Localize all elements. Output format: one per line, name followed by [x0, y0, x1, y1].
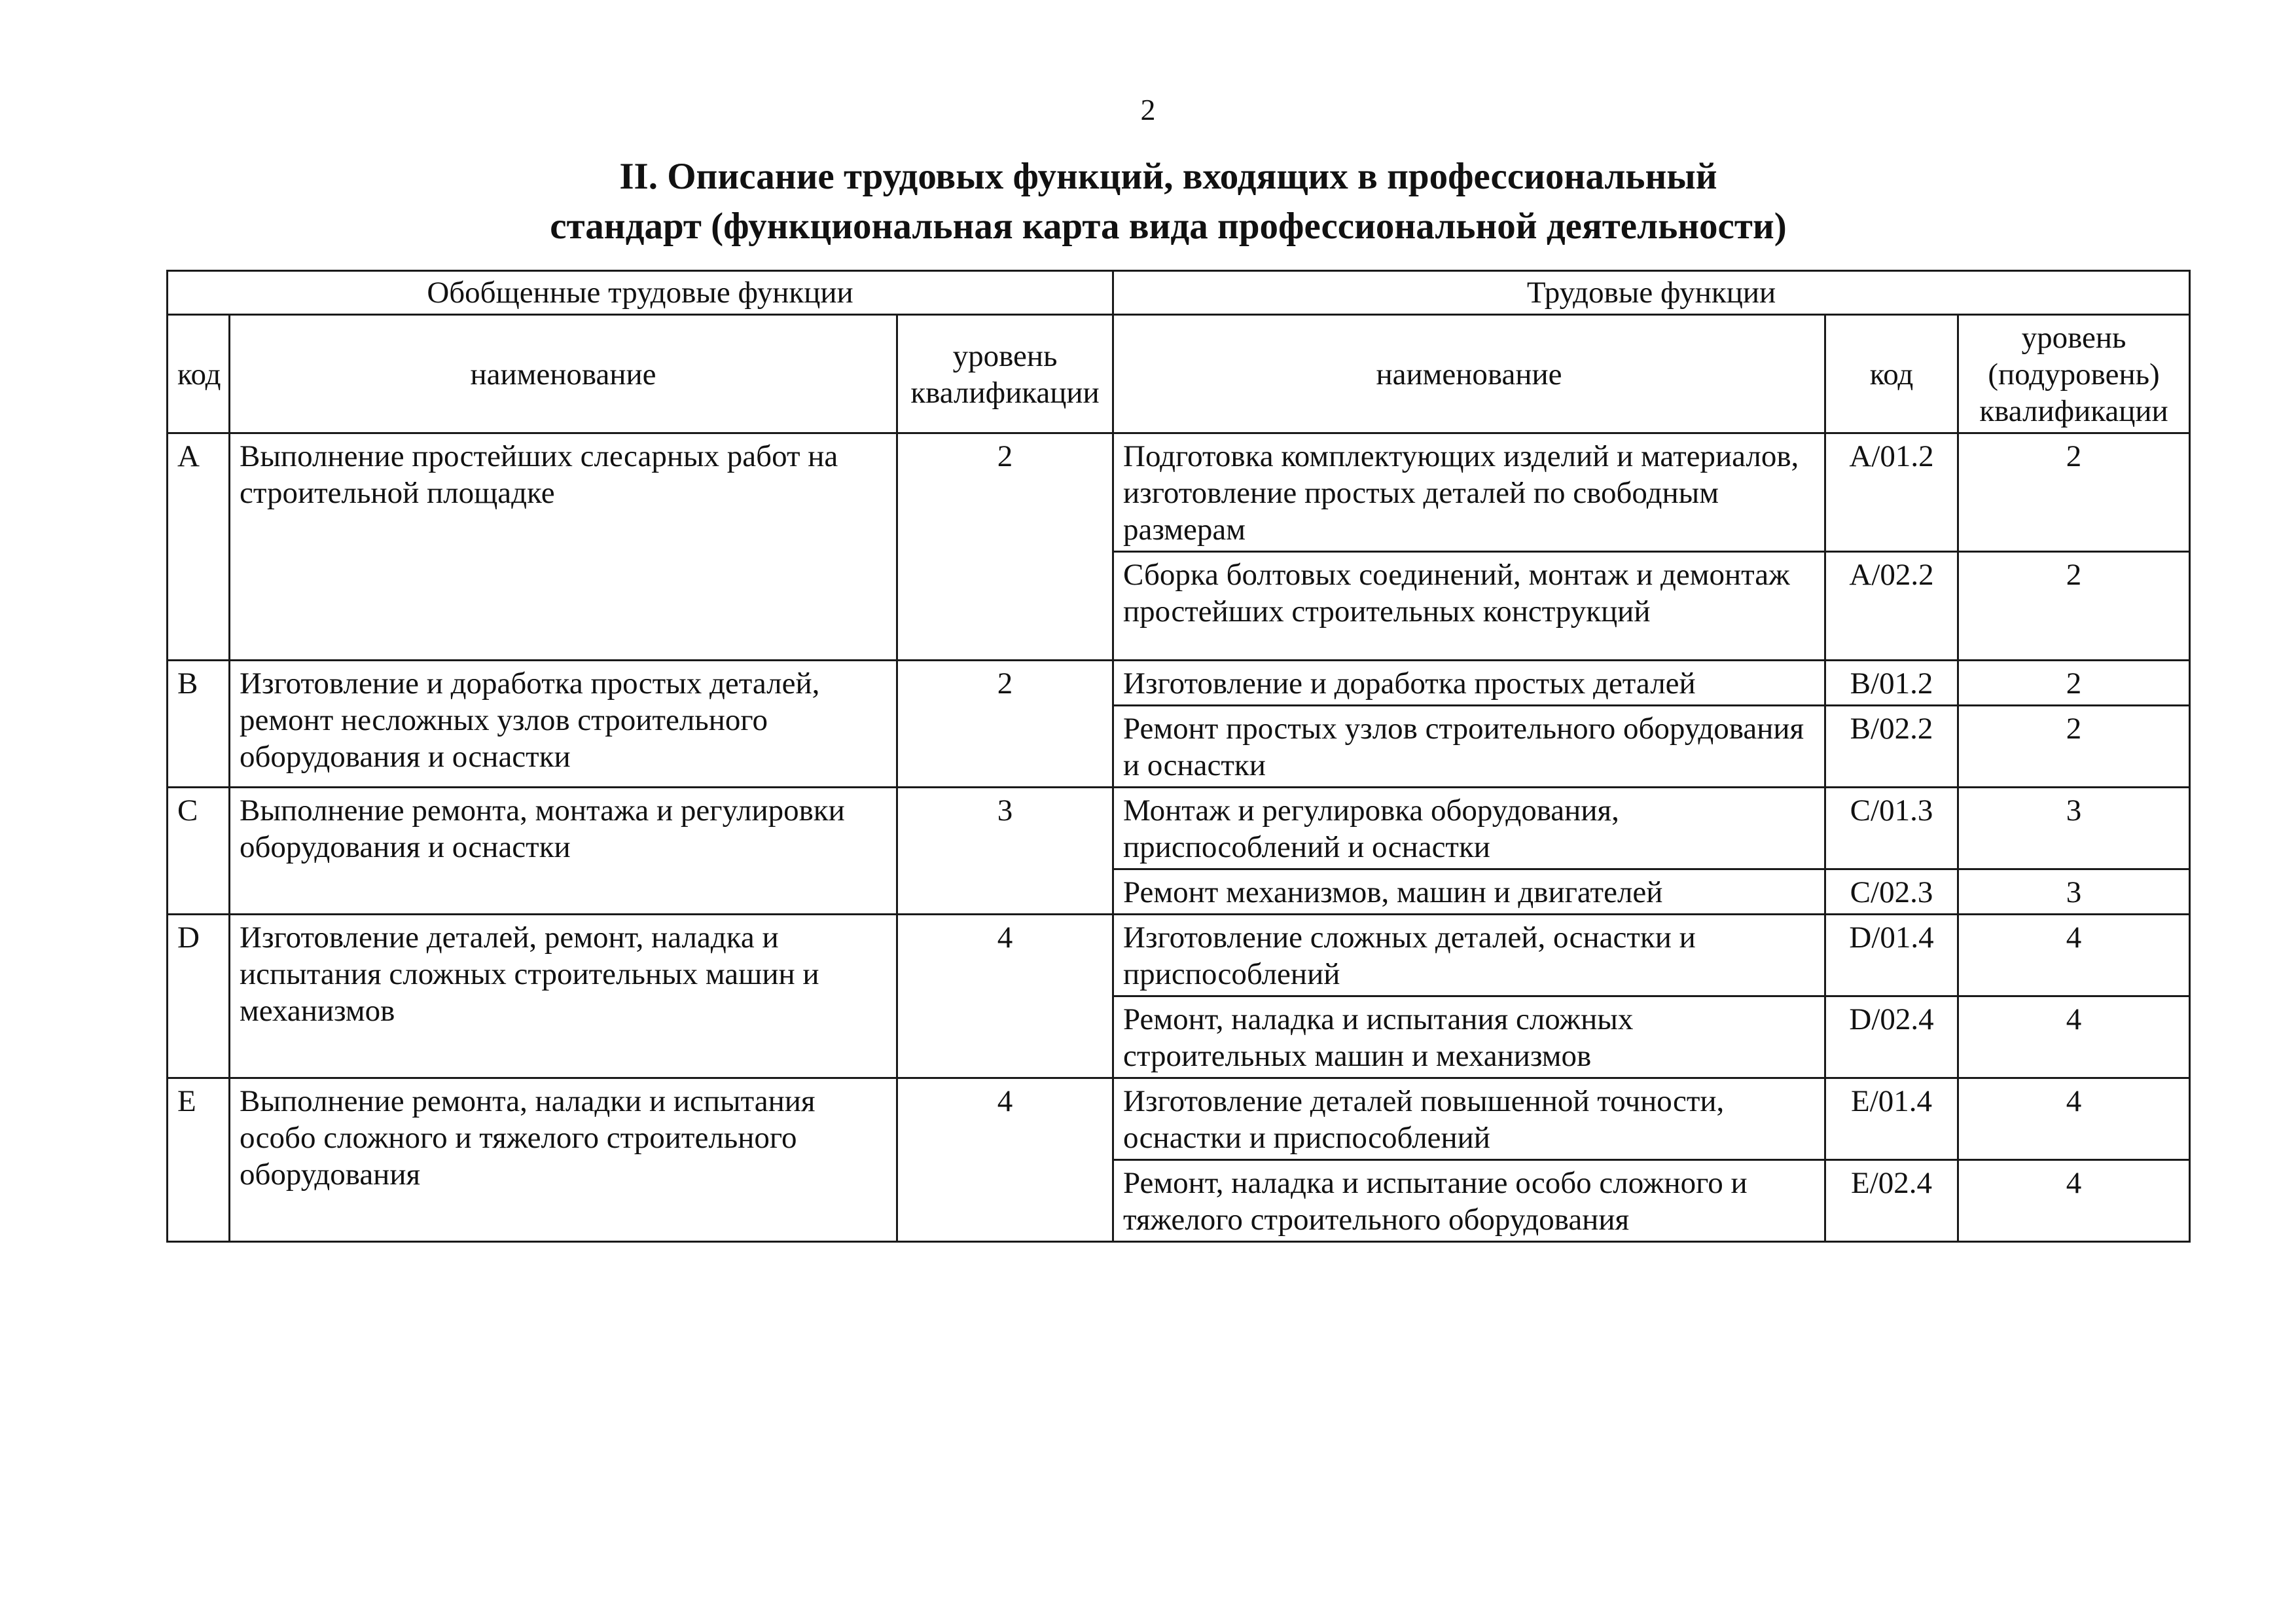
section-title-line-1: II. Описание трудовых функций, входящих в профессиональный	[619, 156, 1717, 197]
header-generalized-functions: Обобщенные трудовые функции	[168, 271, 1113, 315]
fn-level-cell: 4	[1958, 1078, 2190, 1160]
gen-code-cell: B	[168, 661, 230, 788]
table-row	[168, 661, 2190, 706]
fn-level-cell: 3	[1958, 788, 2190, 869]
fn-level-cell: 4	[1958, 915, 2190, 996]
gen-level-cell: 4	[897, 1078, 1113, 1242]
fn-level-cell: 2	[1958, 552, 2190, 661]
fn-name-cell: Ремонт, наладка и испытания сложных строительных машин и механизмов	[1113, 996, 1825, 1078]
gen-name-cell: Выполнение простейших слесарных работ на строительной площадке	[230, 433, 897, 661]
fn-level-cell: 4	[1958, 1160, 2190, 1242]
fn-name-cell: Изготовление и доработка простых деталей	[1113, 661, 1825, 706]
fn-code-cell: A/01.2	[1825, 433, 1958, 552]
gen-name-cell: Изготовление деталей, ремонт, наладка и испытания сложных строительных машин и механизмов	[230, 915, 897, 1078]
fn-code-cell: A/02.2	[1825, 552, 1958, 661]
gen-name-cell: Выполнение ремонта, монтажа и регулировки оборудования и оснастки	[230, 788, 897, 915]
section-title-line-2: стандарт (функциональная карта вида профессиональной деятельности)	[550, 206, 1787, 247]
table-row	[168, 433, 2190, 552]
fn-code-cell: D/01.4	[1825, 915, 1958, 996]
page-number: 2	[1140, 93, 1156, 126]
fn-name-cell: Ремонт простых узлов строительного оборудования и оснастки	[1113, 706, 1825, 788]
gen-code-cell: D	[168, 915, 230, 1078]
section-title	[327, 152, 2009, 251]
header-gen-level: уровень квалификации	[897, 315, 1113, 433]
fn-code-cell: B/01.2	[1825, 661, 1958, 706]
gen-name-cell: Изготовление и доработка простых деталей, ремонт несложных узлов строительного оборудования и оснастки	[230, 661, 897, 788]
fn-code-cell: C/01.3	[1825, 788, 1958, 869]
fn-code-cell: E/02.4	[1825, 1160, 1958, 1242]
fn-name-cell: Монтаж и регулировка оборудования, приспособлений и оснастки	[1113, 788, 1825, 869]
table-row	[168, 1078, 2190, 1160]
header-gen-code: код	[168, 315, 230, 433]
fn-name-cell: Подготовка комплектующих изделий и материалов, изготовление простых деталей по свободным размерам	[1113, 433, 1825, 552]
header-labor-functions: Трудовые функции	[1113, 271, 2190, 315]
header-gen-name: наименование	[230, 315, 897, 433]
gen-level-cell: 2	[897, 661, 1113, 788]
gen-level-cell: 4	[897, 915, 1113, 1078]
gen-code-cell: A	[168, 433, 230, 661]
fn-name-cell: Сборка болтовых соединений, монтаж и демонтаж простейших строительных конструкций	[1113, 552, 1825, 661]
fn-name-cell: Ремонт механизмов, машин и двигателей	[1113, 869, 1825, 915]
fn-code-cell: D/02.4	[1825, 996, 1958, 1078]
fn-name-cell: Изготовление сложных деталей, оснастки и приспособлений	[1113, 915, 1825, 996]
fn-level-cell: 2	[1958, 661, 2190, 706]
fn-name-cell: Изготовление деталей повышенной точности, оснастки и приспособлений	[1113, 1078, 1825, 1160]
header-fn-level: уровень (подуровень) квалификации	[1958, 315, 2190, 433]
gen-level-cell: 3	[897, 788, 1113, 915]
gen-code-cell: C	[168, 788, 230, 915]
fn-level-cell: 2	[1958, 433, 2190, 552]
gen-level-cell: 2	[897, 433, 1113, 661]
gen-name-cell: Выполнение ремонта, наладки и испытания особо сложного и тяжелого строительного оборудования	[230, 1078, 897, 1242]
table-row	[168, 915, 2190, 996]
fn-level-cell: 2	[1958, 706, 2190, 788]
fn-level-cell: 3	[1958, 869, 2190, 915]
gen-code-cell: E	[168, 1078, 230, 1242]
header-fn-name: наименование	[1113, 315, 1825, 433]
fn-level-cell: 4	[1958, 996, 2190, 1078]
functional-map-table-wrapper	[166, 270, 2189, 1237]
fn-code-cell: C/02.3	[1825, 869, 1958, 915]
table-row	[168, 788, 2190, 869]
functional-map-table	[166, 270, 2191, 1243]
fn-code-cell: B/02.2	[1825, 706, 1958, 788]
fn-code-cell: E/01.4	[1825, 1078, 1958, 1160]
header-fn-code: код	[1825, 315, 1958, 433]
fn-name-cell: Ремонт, наладка и испытание особо сложного и тяжелого строительного оборудования	[1113, 1160, 1825, 1242]
